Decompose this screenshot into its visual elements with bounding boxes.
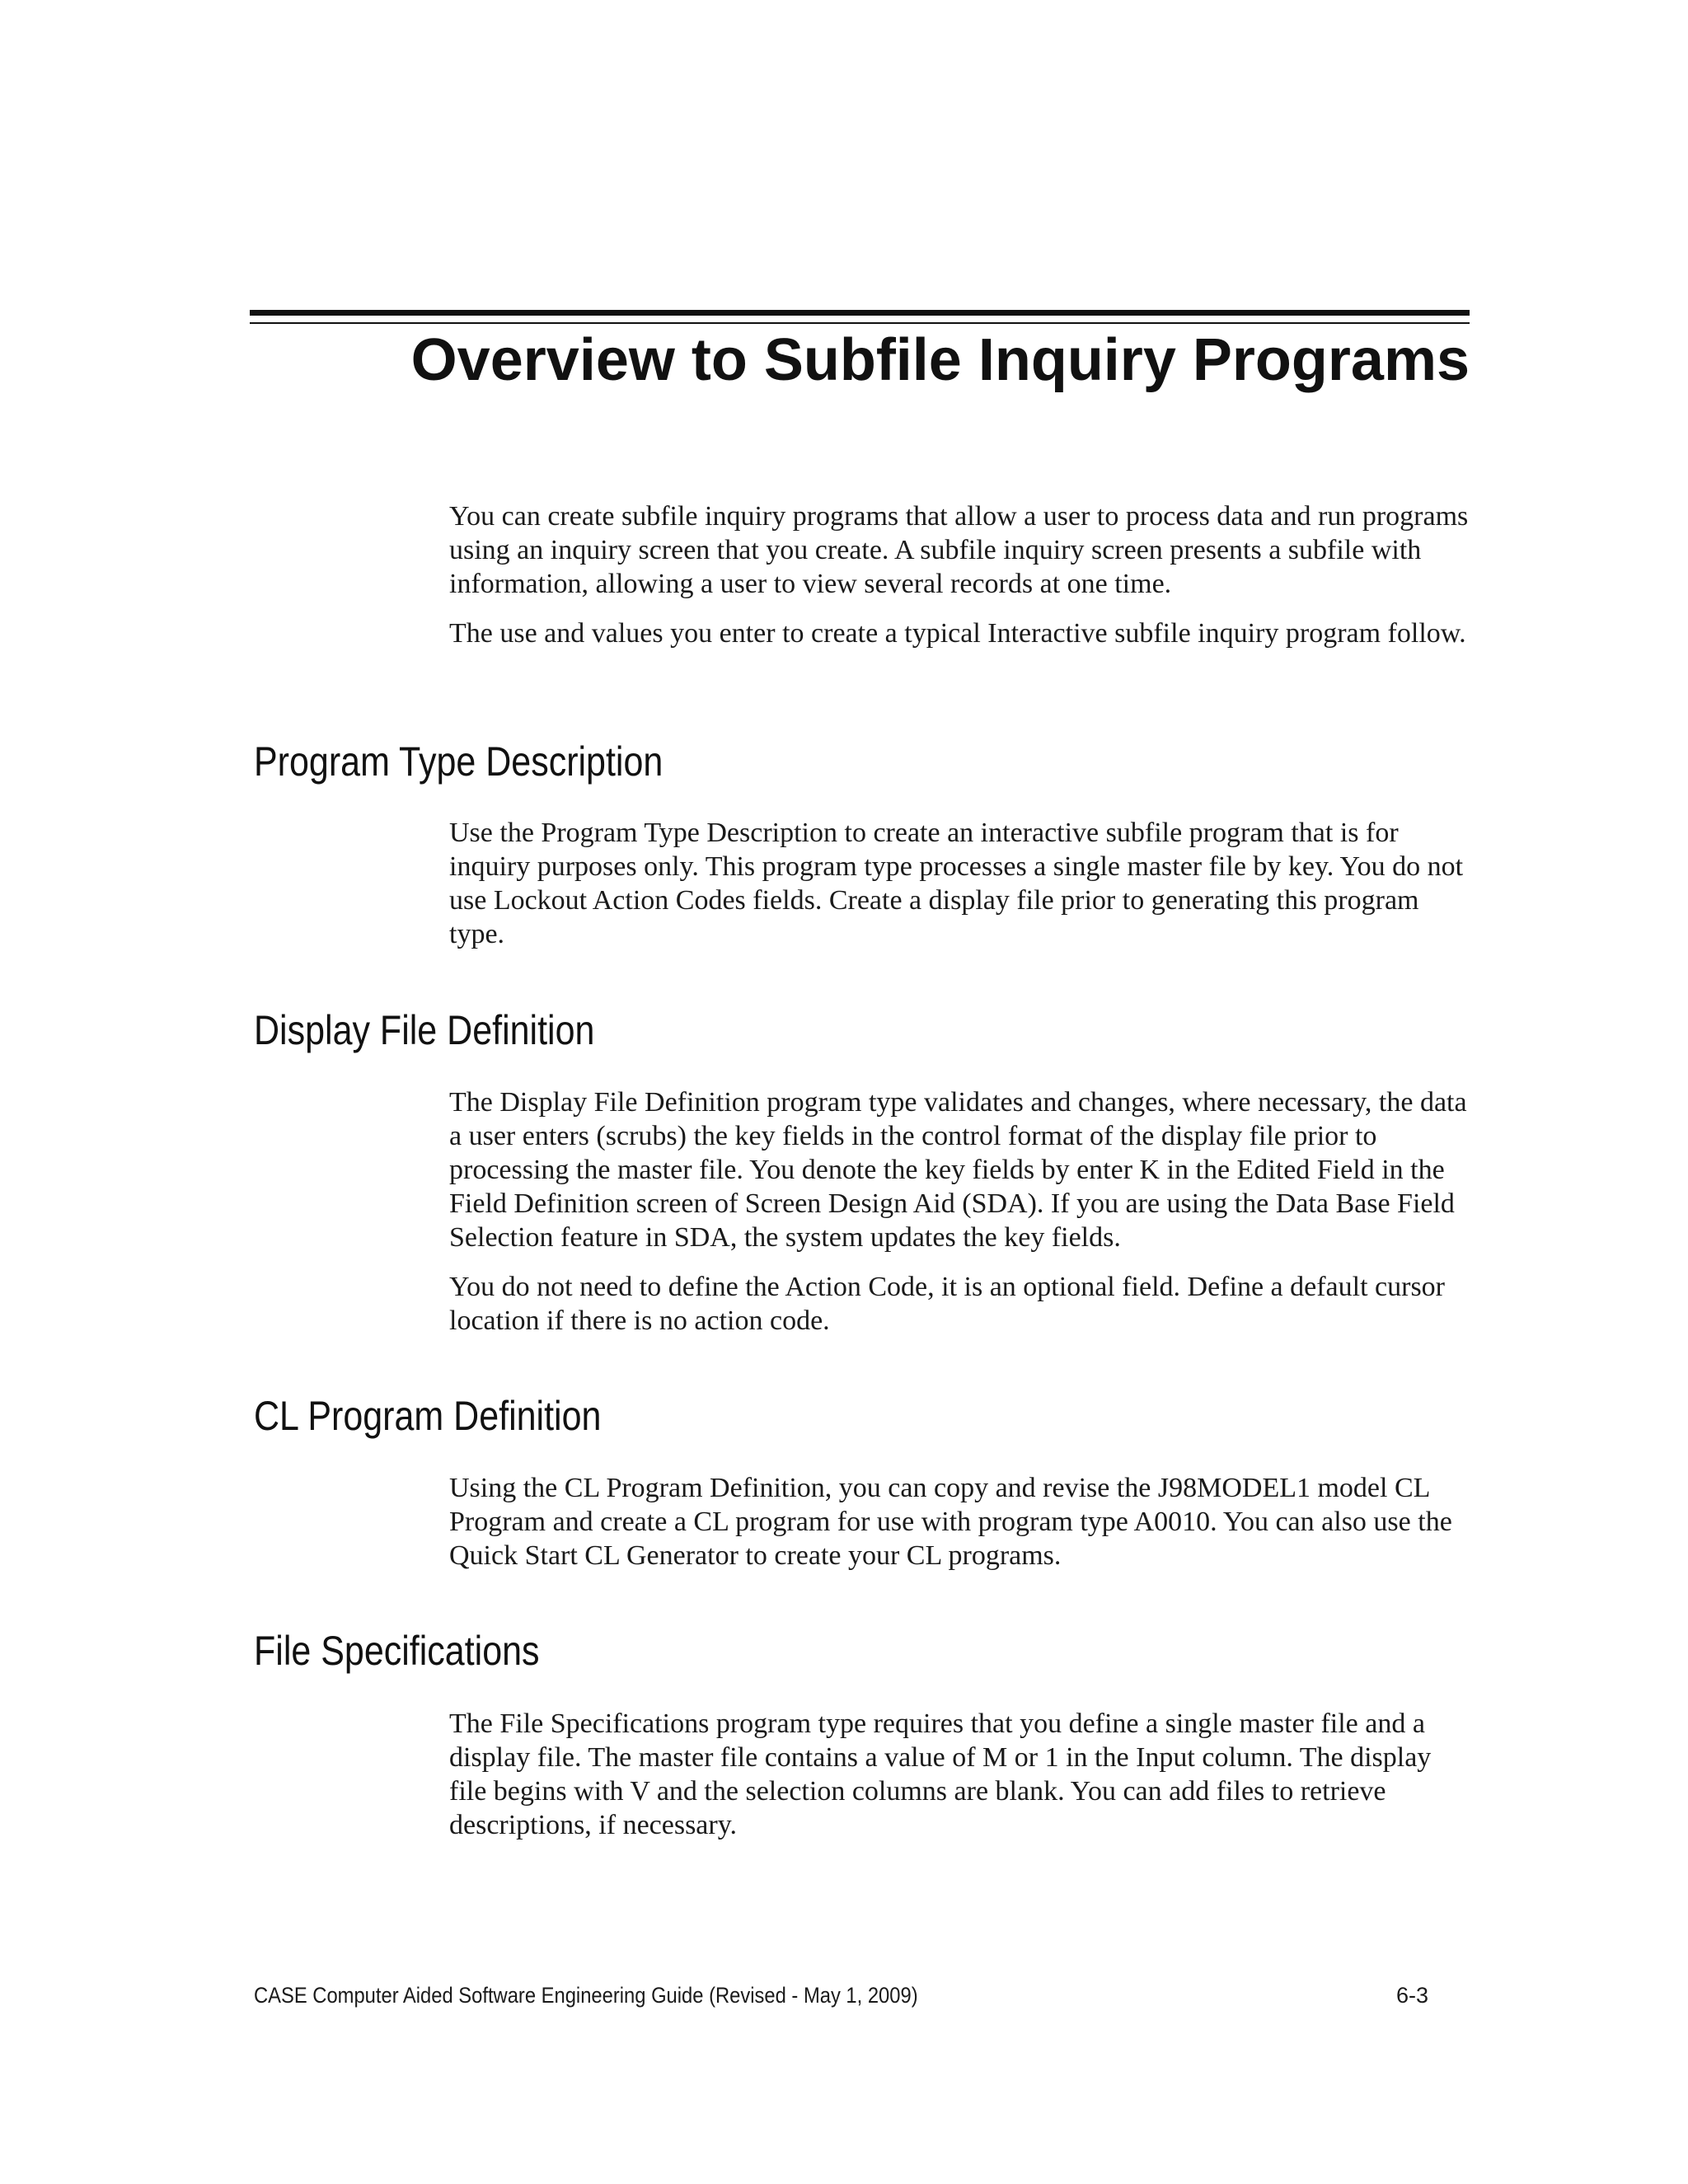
page-title: Overview to Subfile Inquiry Programs [410,327,1470,393]
title-rule-thick [250,310,1470,316]
footer-page-number: 6-3 [1395,1983,1428,2008]
section-heading-cl-program: CL Program Definition [254,1393,602,1439]
cl-program-paragraph: Using the CL Program Definition, you can copy and revise the J98MODEL1 model CL Program and create a CL program for use with program type A0010. You can also use the Quick Start CL Generator to create your CL programs. [449,1473,1452,1571]
intro-paragraph-2: The use and values you enter to create a typical Interactive subfile inquiry program follow. [449,618,1466,649]
display-file-paragraph-1: The Display File Definition program type validates and changes, where necessary, the data a user enters (scrubs) the key fields in the control format of the display file prior to processing the master file. You denote the key fields by enter K in the Edited Field in the Field Definition screen of Screen Design Aid (SDA). If you are using the Data Base Field Selection feature in SDA, the system updates the key fields. [449,1087,1467,1253]
program-type-paragraph: Use the Program Type Description to create an interactive subfile program that is for inquiry purposes only. This program type processes a single master file by key. You do not use Lockout Action Codes fields. Create a display file prior to generating this program type. [449,818,1464,949]
footer-guide-title: CASE Computer Aided Software Engineering Guide (Revised - May 1, 2009) [254,1983,918,2008]
file-specs-paragraph: The File Specifications program type requires that you define a single master file and a display file. The master file contains a value of M or 1 in the Input column. The display file begins with V and the selection columns are blank. You can add files to retrieve descriptions, if necessary. [449,1708,1432,1840]
display-file-paragraph-2: You do not need to define the Action Code, it is an optional field. Define a default cursor location if there is no action code. [449,1272,1445,1336]
section-heading-program-type: Program Type Description [254,738,663,785]
intro-paragraph-1: You can create subfile inquiry programs that allow a user to process data and run programs using an inquiry screen that you create. A subfile inquiry screen presents a subfile with information, allowing a user to view several records at one time. [449,501,1469,599]
section-heading-file-specs: File Specifications [254,1628,540,1674]
section-heading-display-file: Display File Definition [254,1007,595,1053]
